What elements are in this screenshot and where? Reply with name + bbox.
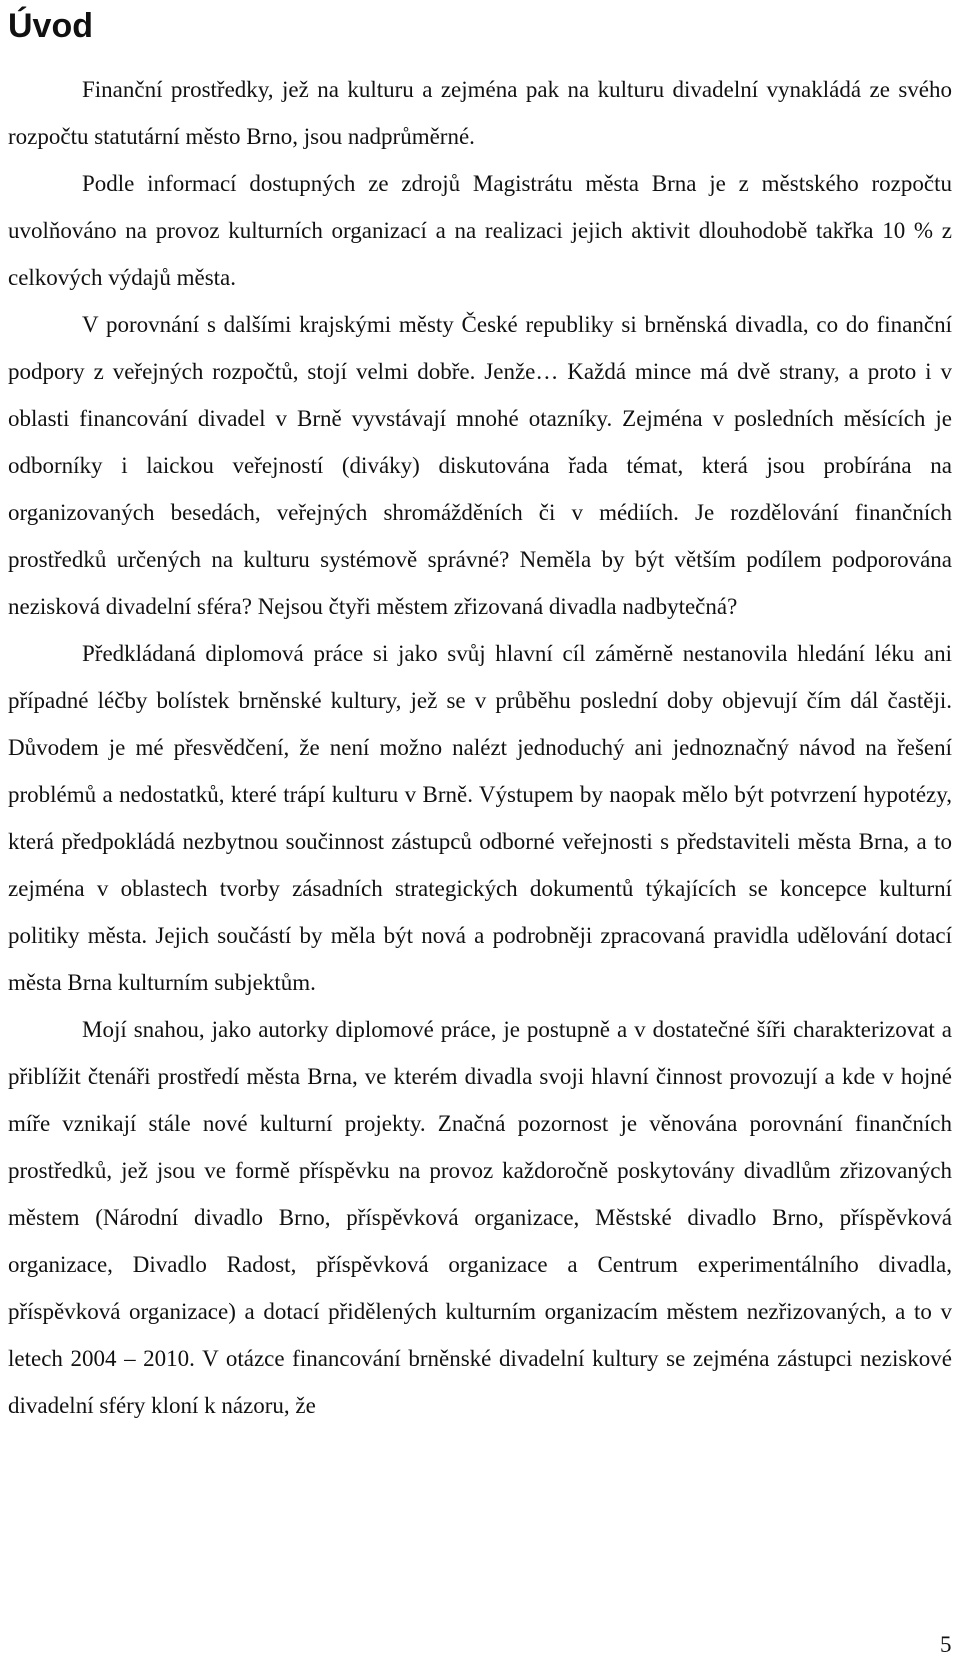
chapter-heading: Úvod — [8, 7, 93, 45]
paragraph-3: V porovnání s dalšími krajskými městy České republiky si brněnská divadla, co do finanční podpory z veřejných rozpočtů, stojí velmi dobře. Jenže… Každá mince má dvě strany, a proto i v oblasti financování divadel v Brně vyvstávají mnohé otazníky. Zejména v posledních měsících je odborníky i laickou veřejností (diváky) diskutována řada témat, která jsou probírána na organizovaných besedách, veřejných shromážděních či v médiích. Je rozdělování finančních prostředků určených na kulturu systémově správné? Neměla by být větším podílem podporována nezisková divadelní sféra? Nejsou čtyři městem zřizovaná divadla nadbytečná? — [8, 312, 952, 619]
page-number: 5 — [940, 1632, 952, 1657]
paragraph-5: Mojí snahou, jako autorky diplomové práce, je postupně a v dostatečné šíři charakterizovat a přiblížit čtenáři prostředí města Brna, ve kterém divadla svoji hlavní činnost provozují a kde v hojné míře vznikají stále nové kulturní projekty. Značná pozornost je věnována porovnání finančních prostředků, jež jsou ve formě příspěvku na provoz každoročně poskytovány divadlům zřizovaných městem (Národní divadlo Brno, příspěvková organizace, Městské divadlo Brno, příspěvková organizace, Divadlo Radost, příspěvková organizace a Centrum experimentálního divadla, příspěvková organizace) a dotací přidělených kulturním organizacím městem nezřizovaných, a to v letech 2004 – 2010. V otázce financování brněnské divadelní kultury se zejména zástupci neziskové divadelní sféry kloní k názoru, že — [8, 1017, 952, 1418]
paragraph-1: Finanční prostředky, jež na kulturu a zejména pak na kulturu divadelní vynakládá ze svého rozpočtu statutární město Brno, jsou nadprůměrné. — [8, 77, 952, 149]
paragraph-2: Podle informací dostupných ze zdrojů Magistrátu města Brna je z městského rozpočtu uvolňováno na provoz kulturních organizací a na realizaci jejich aktivit dlouhodobě takřka 10 % z celkových výdajů města. — [8, 171, 952, 290]
paragraph-4: Předkládaná diplomová práce si jako svůj hlavní cíl záměrně nestanovila hledání léku ani případné léčby bolístek brněnské kultury, jež se v průběhu poslední doby objevují čím dál častěji. Důvodem je mé přesvědčení, že není možno nalézt jednoduchý ani jednoznačný návod na řešení problémů a nedostatků, které trápí kulturu v Brně. Výstupem by naopak mělo být potvrzení hypotézy, která předpokládá nezbytnou součinnost zástupců odborné veřejnosti s představiteli města Brna, a to zejména v oblastech tvorby zásadních strategických dokumentů týkajících se koncepce kulturní politiky města. Jejich součástí by měla být nová a podrobněji zpracovaná pravidla udělování dotací města Brna kulturním subjektům. — [8, 641, 952, 995]
body-text — [8, 66, 952, 1429]
